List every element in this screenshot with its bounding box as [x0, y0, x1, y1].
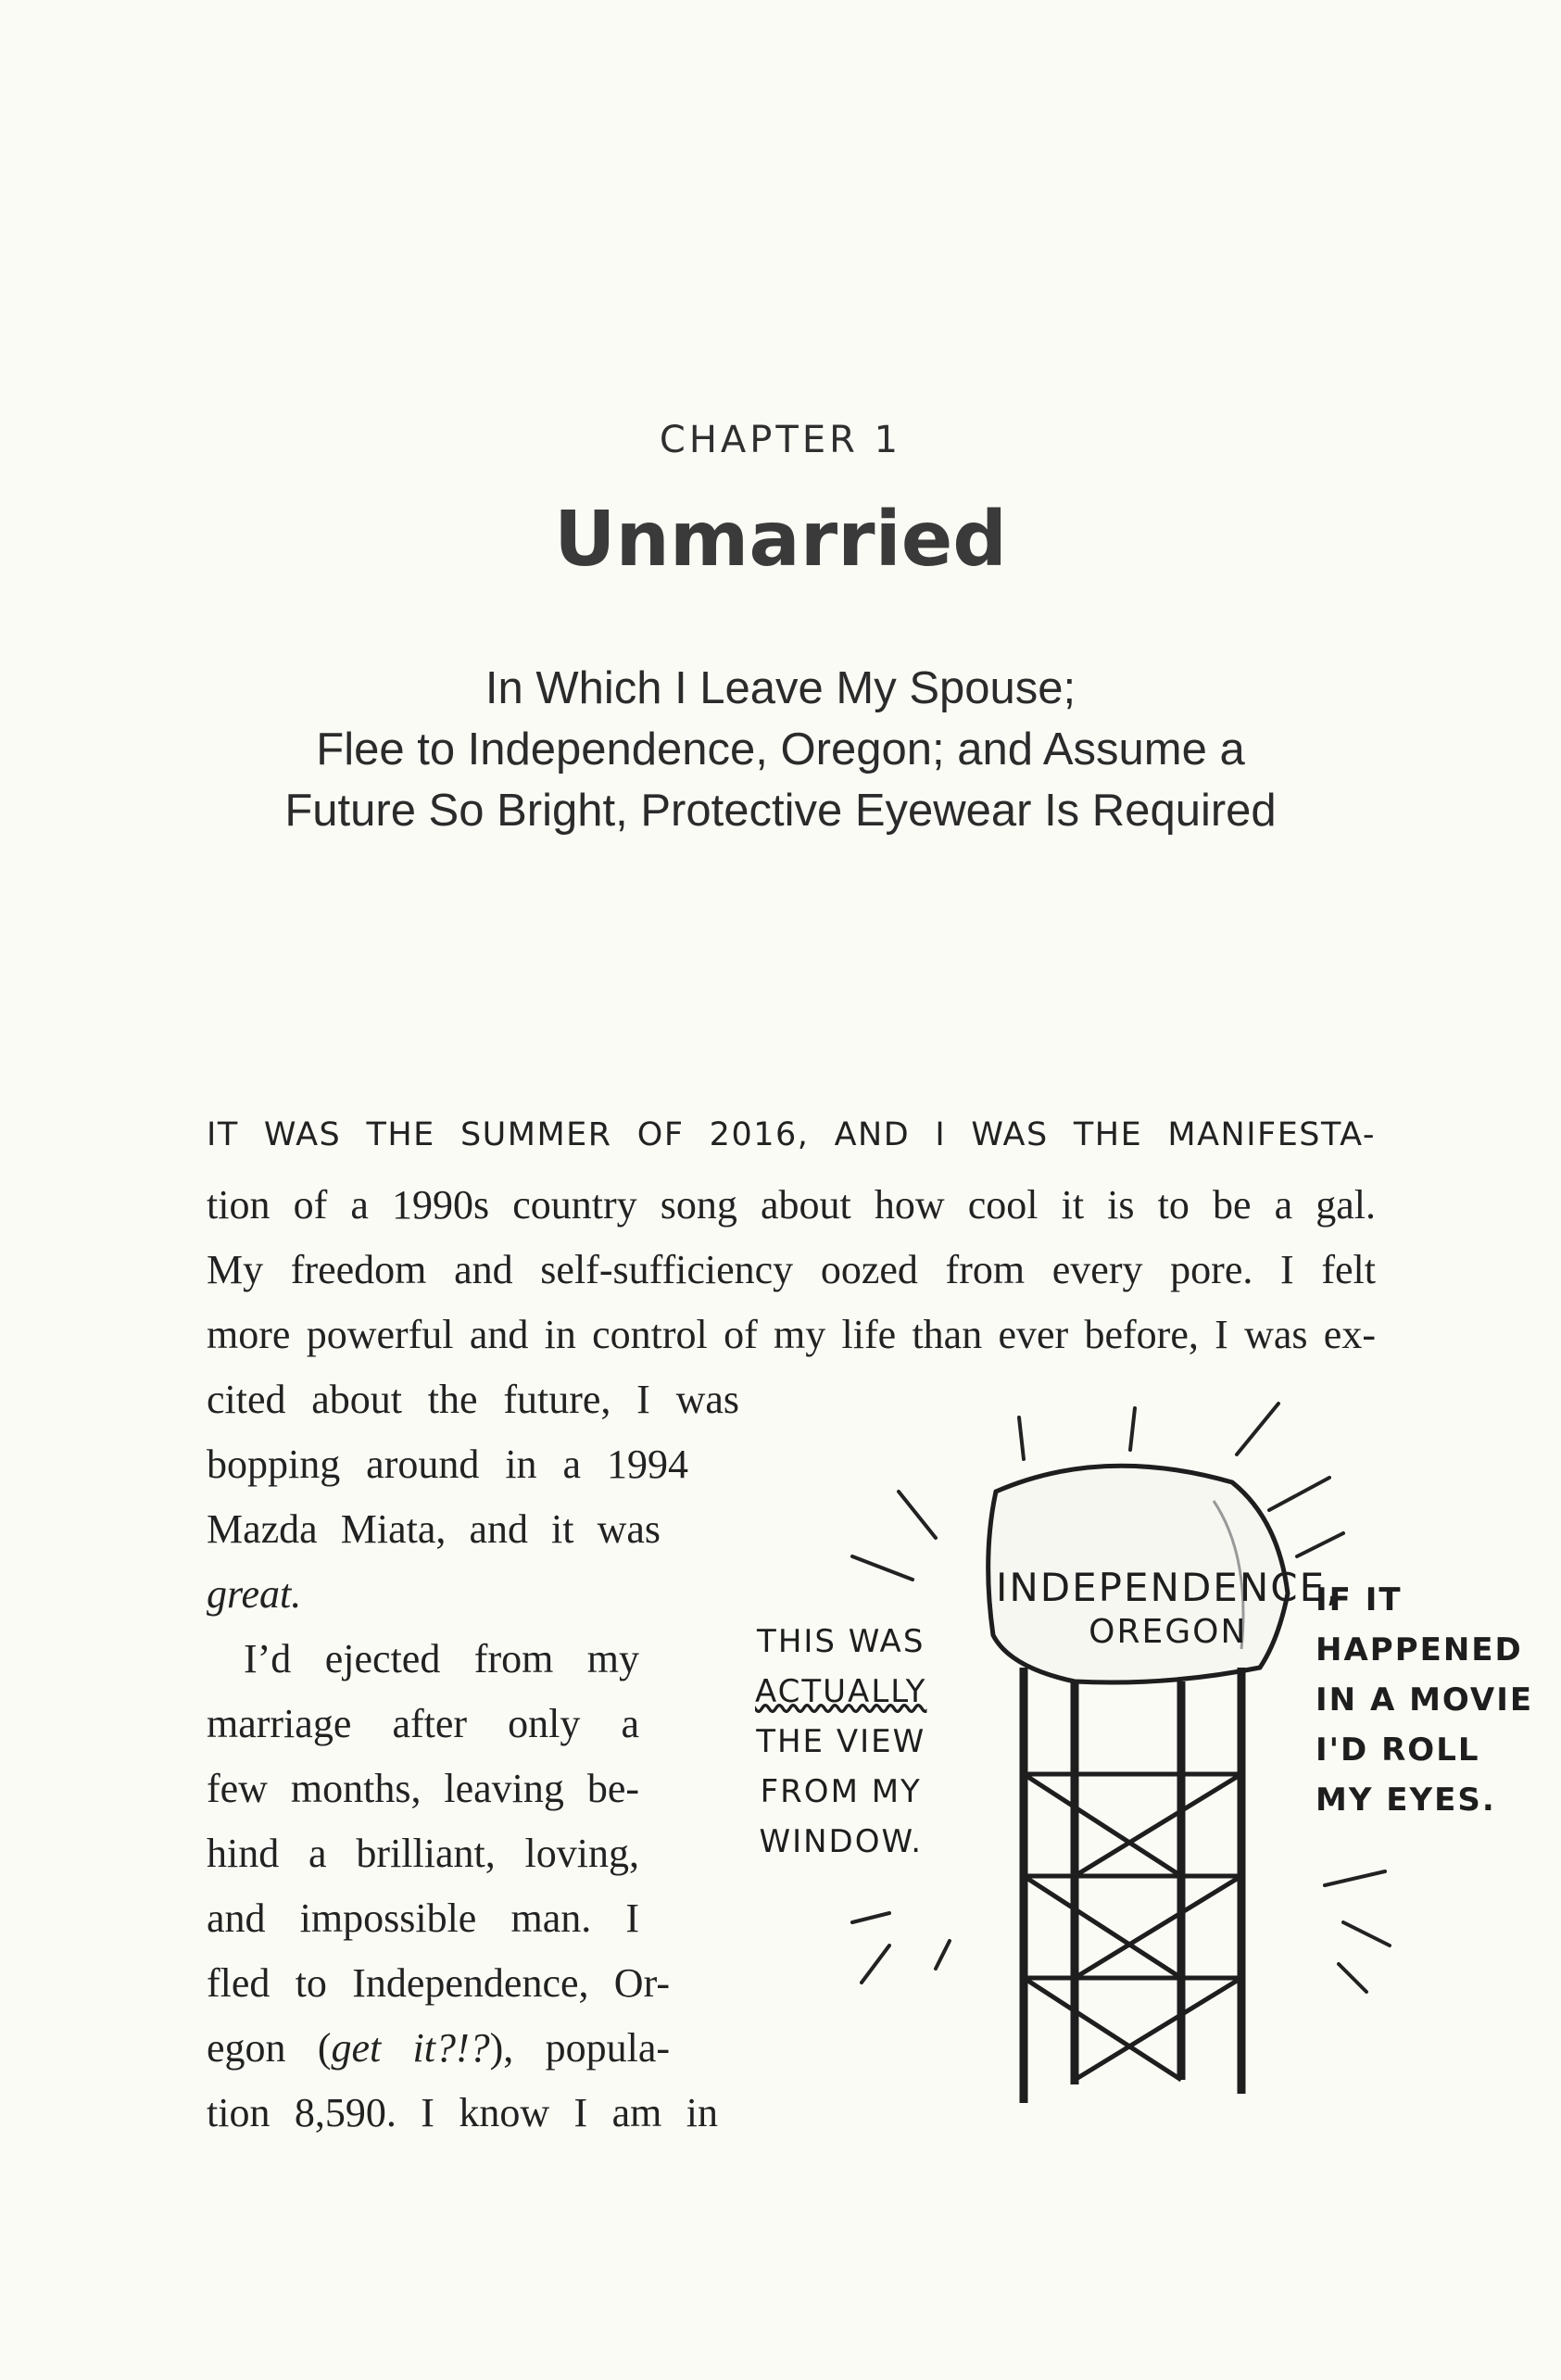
- right-handwritten-note: [1316, 1575, 1533, 1825]
- note-line: IN A MOVIE: [1316, 1681, 1534, 1719]
- body-line: more powerful and in control of my life than ever before, I was ex-: [207, 1312, 1376, 1357]
- note-line: FROM MY: [760, 1773, 922, 1810]
- tank-label: [996, 1566, 1340, 1655]
- body-line: tion 8,590. I know I am in: [207, 2090, 718, 2135]
- body-text-segment: ), popula-: [489, 2025, 670, 2071]
- tank-label-line: INDEPENDENCE,: [996, 1565, 1341, 1610]
- body-line: and impossible man. I: [207, 1895, 639, 1941]
- body-line: My freedom and self-sufficiency oozed from every pore. I felt: [207, 1247, 1376, 1292]
- body-line: marriage after only a: [207, 1701, 639, 1746]
- note-line: WINDOW.: [759, 1823, 923, 1860]
- body-line: tion of a 1990s country song about how cool it is to be a gal.: [207, 1182, 1376, 1228]
- chapter-subtitle: [0, 658, 1561, 841]
- body-text-italic: get it?!?: [331, 2025, 490, 2071]
- body-line: hind a brilliant, loving,: [207, 1831, 639, 1876]
- note-line: THIS WAS: [757, 1623, 925, 1660]
- note-line: THE VIEW: [756, 1723, 926, 1760]
- tank-label-line: OREGON: [1089, 1613, 1248, 1651]
- note-line: IF IT: [1316, 1581, 1403, 1618]
- chapter-title: Unmarried: [553, 496, 1008, 584]
- chapter-label: CHAPTER 1: [659, 419, 902, 461]
- subtitle-line: In Which I Leave My Spouse;: [485, 663, 1076, 713]
- body-line: Mazda Miata, and it was: [207, 1506, 661, 1552]
- note-line: I'D ROLL: [1316, 1731, 1480, 1769]
- note-line: ACTUALLY: [755, 1673, 927, 1710]
- left-handwritten-note: [755, 1617, 926, 1867]
- body-line: bopping around in a 1994: [207, 1442, 688, 1487]
- subtitle-line: Future So Bright, Protective Eyewear Is Required: [284, 786, 1277, 836]
- body-line: I’d ejected from my: [244, 1636, 639, 1681]
- body-text-segment: egon (: [207, 2025, 332, 2071]
- body-line-opening: IT WAS THE SUMMER OF 2016, AND I WAS THE MANIFESTA-: [207, 1116, 1376, 1153]
- body-line: [207, 2024, 670, 2071]
- note-line: HAPPENED: [1316, 1631, 1523, 1669]
- subtitle-line: Flee to Independence, Oregon; and Assume a: [316, 724, 1245, 774]
- body-line-italic: great.: [207, 1571, 302, 1617]
- note-line: MY EYES.: [1316, 1782, 1496, 1819]
- body-line: few months, leaving be-: [207, 1766, 639, 1811]
- body-line: cited about the future, I was: [207, 1377, 739, 1422]
- body-line: fled to Independence, Or-: [207, 1960, 670, 2006]
